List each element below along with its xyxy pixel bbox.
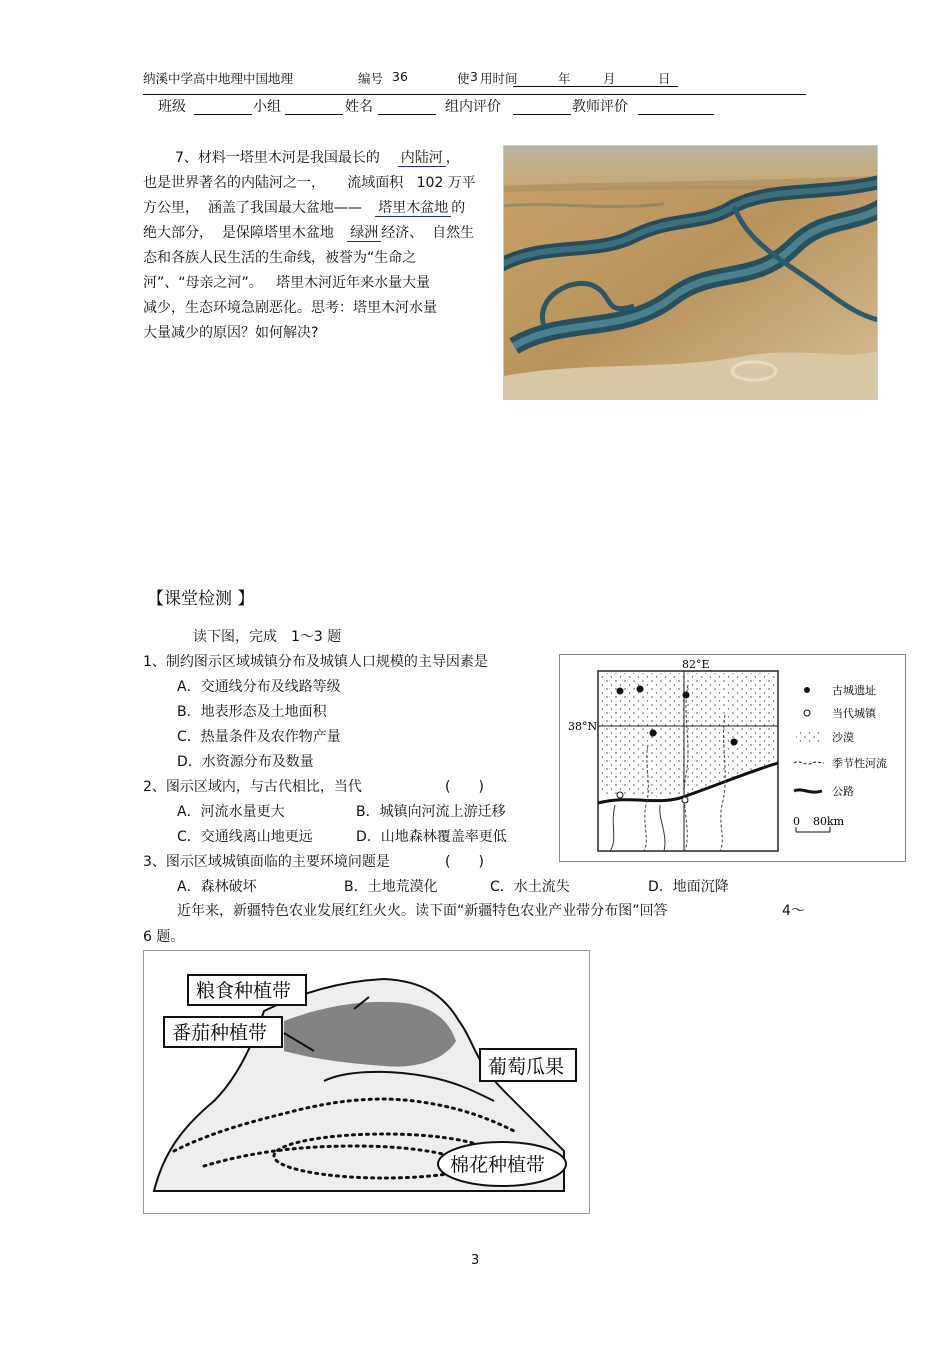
- q3-option-b[interactable]: B．土地荒漠化: [344, 879, 438, 895]
- material-line-5: 态和各族人民生活的生命线，被誉为“生命之: [143, 250, 417, 266]
- cotton-belt-label: 棉花种植带: [450, 1154, 546, 1176]
- question-3-stem: 3、图示区域城镇面临的主要环境问题是: [143, 854, 390, 870]
- legend-desert-icon: [796, 732, 820, 742]
- q3-option-a[interactable]: A．森林破坏: [177, 879, 257, 895]
- legend-modern-town: 当代城镇: [832, 707, 876, 720]
- q2-option-d[interactable]: D．山地森林覆盖率更低: [356, 829, 507, 845]
- intro-2-range: 4～: [782, 903, 805, 919]
- tarim-river-photo-art: [504, 146, 877, 399]
- teacher-eval-blank[interactable]: [638, 114, 714, 115]
- material-line-2: 也是世界著名的内陆河之一， 流域面积 102 万平: [143, 175, 476, 191]
- fill-tarim-basin: 塔里木盆地: [375, 200, 451, 217]
- latitude-label: 38°N: [568, 720, 598, 733]
- legend-modern-town-icon: [804, 710, 810, 716]
- q2-option-c[interactable]: C．交通线离山地更远: [177, 829, 313, 845]
- fruit-belt-label: 葡萄瓜果: [488, 1056, 565, 1078]
- modern-town-dot: [682, 797, 688, 803]
- modern-town-dot: [617, 792, 623, 798]
- ancient-city-dot: [683, 692, 690, 699]
- legend-seasonal-river: 季节性河流: [832, 757, 887, 770]
- q2-option-a[interactable]: A．河流水量更大: [177, 804, 285, 820]
- q1-option-a[interactable]: A．交通线分布及线路等级: [177, 679, 341, 695]
- fill-inland-river: 内陆河: [398, 150, 446, 167]
- header-use-time-label: 使: [457, 71, 470, 86]
- question-1-stem: 1、制约图示区域城镇分布及城镇人口规模的主导因素是: [143, 654, 488, 670]
- scale-zero: 0: [793, 815, 800, 828]
- header-use-time-label2: 用时间: [480, 71, 518, 86]
- ancient-city-dot: [731, 739, 738, 746]
- town-map-figure: [560, 655, 905, 861]
- material-line-6: 河”、“母亲之河”。 塔里木河近年来水量大量: [143, 275, 431, 291]
- river-branch-1: [610, 805, 615, 851]
- desert-area: [600, 673, 776, 797]
- question-3-paren[interactable]: ( ): [445, 854, 484, 870]
- group-field-label: 小组: [253, 99, 281, 115]
- class-field-blank[interactable]: [194, 114, 252, 115]
- scale-label: 80km: [813, 815, 845, 828]
- ancient-city-dot: [637, 686, 644, 693]
- legend-highway-icon: [794, 790, 822, 792]
- group-eval-blank[interactable]: [513, 114, 571, 115]
- material-line-8: 大量减少的原因？如何解决?: [143, 325, 319, 341]
- intro-2-line-2: 6 题。: [143, 929, 185, 945]
- teacher-eval-label: 教师评价: [572, 99, 628, 115]
- agriculture-map-figure: [144, 951, 589, 1213]
- header-course: 纳溪中学高中地理中国地理: [143, 71, 294, 86]
- material-line-1: 7、材料一塔里木河是我国最长的 内陆河 ，: [175, 150, 460, 166]
- group-field-blank[interactable]: [285, 114, 343, 115]
- legend-desert: 沙漠: [832, 731, 854, 744]
- xinjiang-agriculture-map: [143, 950, 590, 1214]
- material-line-3: 方公里， 涵盖了我国最大盆地—— 塔里木盆地 的: [143, 200, 466, 216]
- header-day: 日: [658, 71, 671, 86]
- material-paragraph: [143, 146, 493, 346]
- header-number-label: 编号: [358, 71, 384, 86]
- material-line-7: 减少，生态环境急剧恶化。思考：塔里木河水量: [143, 300, 437, 316]
- intro-text: 读下图，完成 1～3 题: [193, 629, 342, 645]
- header-number-value: 36: [392, 69, 408, 84]
- q1-option-c[interactable]: C．热量条件及农作物产量: [177, 729, 341, 745]
- longitude-label: 82°E: [682, 658, 710, 671]
- q2-option-b[interactable]: B．城镇向河流上游迁移: [356, 804, 506, 820]
- grain-belt-label: 粮食种植带: [196, 980, 292, 1002]
- q1-option-d[interactable]: D．水资源分布及数量: [177, 754, 314, 770]
- q3-option-c[interactable]: C．水土流失: [490, 879, 570, 895]
- fill-oasis: 绿洲: [347, 225, 381, 242]
- river-branch-2: [660, 805, 665, 851]
- q1-option-b[interactable]: B．地表形态及土地面积: [177, 704, 327, 720]
- header-month: 月: [603, 71, 616, 86]
- section-title: 【课堂检测 】: [147, 589, 255, 609]
- page-number: 3: [471, 1253, 480, 1268]
- intro-2-line-1: 近年来，新疆特色农业发展红红火火。读下面“新疆特色农业产业带分布图”回答: [177, 903, 668, 919]
- ancient-city-dot: [617, 688, 624, 695]
- legend-river-icon: [794, 762, 824, 764]
- header-year: 年: [558, 71, 571, 86]
- legend-ancient-city-icon: [804, 687, 810, 693]
- tarim-river-photo: [503, 145, 878, 400]
- material-line-4: 绝大部分， 是保障塔里木盆地 绿洲 经济、 自然生: [143, 225, 475, 241]
- name-field-blank[interactable]: [378, 114, 436, 115]
- header-date-underline: [513, 86, 678, 87]
- group-eval-label: 组内评价: [445, 99, 501, 115]
- tomato-belt-label: 番茄种植带: [172, 1022, 268, 1044]
- ancient-city-dot: [650, 730, 657, 737]
- legend-highway: 公路: [832, 785, 854, 798]
- q3-option-d[interactable]: D．地面沉降: [648, 879, 729, 895]
- question-2-paren[interactable]: ( ): [445, 779, 484, 795]
- question-2-stem: 2、图示区域内，与古代相比，当代: [143, 779, 362, 795]
- header-use-time-overlap: 3: [470, 69, 478, 84]
- class-field-label: 班级: [158, 99, 186, 115]
- header-rule: [143, 94, 806, 95]
- town-distribution-map: [559, 654, 906, 862]
- legend-ancient-city: 古城遗址: [832, 684, 876, 697]
- name-field-label: 姓名: [345, 99, 373, 115]
